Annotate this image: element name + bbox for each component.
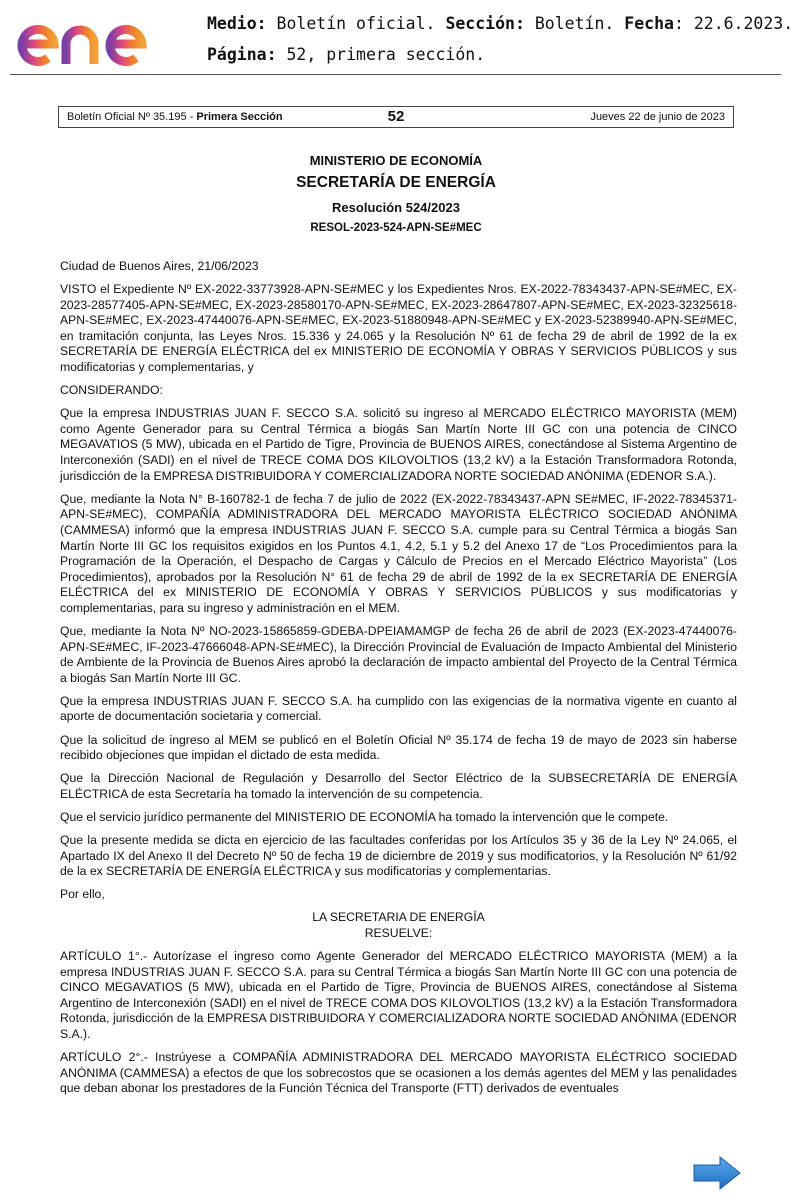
arrow-right-icon[interactable] bbox=[692, 1155, 742, 1191]
seccion-label: Sección: bbox=[445, 14, 525, 33]
paragraph: Que, mediante la Nota N° B-160782-1 de fecha 7 de julio de 2022 (EX-2022-78343437-APN SE#MEC, IF-2022-78345371-APN-SE#MEC), COMPAÑÍA ADMINISTRADORA DEL MERCADO MAYORISTA ELÉCTRICO SOCIEDAD ANÓNIMA (CAMMESA) informó que la empresa INDUSTRIAS JUAN F. SECCO S.A. cumple para su Central Térmica a biogás San Martín Norte III GC los requisitos exigidos en los Puntos 4.1, 4.2, 5.1 y 5.2 del Anexo 17 de “Los Procedimientos para la Programación de la Operación, el Despacho de Cargas y Cálculo de Precios en el Mercado Eléctrico Mayorista” (Los Procedimientos), aprobados por la Resolución N° 61 de fecha 29 de abril de 1992 de la ex SECRETARÍA DE ENERGÍA ELÉCTRICA del ex MINISTERIO DE ECONOMÍA Y OBRAS Y SERVICIOS PÚBLICOS y sus modificatorias y complementarias, para su ingreso y administración en el MEM. bbox=[60, 491, 737, 615]
resolution-code: RESOL-2023-524-APN-SE#MEC bbox=[310, 222, 482, 234]
paragraph: Que la empresa INDUSTRIAS JUAN F. SECCO S.A. ha cumplido con las exigencias de la normativa vigente en cuanto al aporte de documentación societaria y comercial. bbox=[60, 693, 737, 724]
clipping-meta bbox=[207, 8, 793, 70]
resolution-title: Resolución 524/2023 bbox=[332, 200, 460, 215]
paragraph: Que la solicitud de ingreso al MEM se publicó en el Boletín Oficial Nº 35.174 de fecha 19 de mayo de 2023 sin haberse recibido objeciones que impidan el dictado de esta medida. bbox=[60, 732, 737, 763]
paragraph: Que el servicio jurídico permanente del MINISTERIO DE ECONOMÍA ha tomado la intervención que le compete. bbox=[60, 809, 669, 824]
medio-label: Medio: bbox=[207, 14, 267, 33]
page-number: 52 bbox=[387, 108, 405, 125]
resuelve-heading bbox=[60, 910, 737, 941]
por-ello: Por ello, bbox=[60, 887, 105, 902]
pagina-value: 52, primera sección. bbox=[286, 45, 486, 64]
article-1: ARTÍCULO 1°.- Autorízase el ingreso como Agente Generador del MERCADO ELÉCTRICO MAYORISTA (MEM) a la empresa INDUSTRIAS JUAN F. SECCO S.A. para su Central Térmica a biogás San Martín Norte III GC con una potencia de CINCO MEGAVATIOS (5 MW), ubicada en el Partido de Tigre, Provincia de BUENOS AIRES, conectándose al Sistema Argentino de Interconexión (SADI) en el nivel de TRECE COMA DOS KILOVOLTIOS (13,2 kV) a la Estación Transformadora Rotonda, jurisdicción de la EMPRESA DISTRIBUIDORA Y COMERCIALIZADORA NORTE SOCIEDAD ANÓNIMA (EDENOR S.A.). bbox=[60, 949, 737, 1042]
ministry-title: MINISTERIO DE ECONOMÍA bbox=[309, 153, 483, 168]
fecha-label: Fecha bbox=[624, 14, 674, 33]
resolution-body bbox=[60, 259, 737, 1104]
paragraph: Que la presente medida se dicta en ejercicio de las facultades conferidas por los Artículos 35 y 36 de la Ley Nº 24.065, el Apartado IX del Anexo II del Decreto Nº 50 de fecha 19 de diciembre de 2019 y sus modificatorios, y la Resolución Nº 61/92 de la ex SECRETARÍA DE ENERGÍA ELÉCTRICA y sus modificatorias y complementarias. bbox=[60, 833, 737, 879]
gazette-section: Primera Sección bbox=[196, 111, 283, 123]
considerando-heading: CONSIDERANDO: bbox=[60, 383, 163, 398]
gazette-issue-text: Boletín Oficial Nº 35.195 - bbox=[67, 111, 197, 123]
pagina-label: Página: bbox=[207, 45, 277, 64]
seccion-value: Boletín. bbox=[534, 14, 615, 33]
gazette-header bbox=[58, 106, 734, 128]
secretariat-title: SECRETARÍA DE ENERGÍA bbox=[296, 174, 496, 191]
medio-value: Boletín oficial. bbox=[276, 14, 436, 33]
enel-logo bbox=[14, 2, 184, 70]
paragraph: Que, mediante la Nota Nº NO-2023-15865859-GDEBA-DPEIAMAMGP de fecha 26 de abril de 2023 (EX-2023-47440076-APN-SE#MEC, IF-2023-47666048-APN-SE#MEC), la Dirección Provincial de Evaluación de Impacto Ambiental del Ministerio de Ambiente de la Provincia de Buenos Aires aprobó la declaración de impacto ambiental del Proyecto de la Central Térmica a biogás San Martín Norte III GC. bbox=[60, 623, 737, 685]
resuelve-line: RESUELVE: bbox=[364, 925, 433, 940]
visto-paragraph: VISTO el Expediente Nº EX-2022-33773928-APN-SE#MEC y los Expedientes Nros. EX-2022-78343437-APN-SE#MEC, EX-2023-28577405-APN-SE#MEC, EX-2023-28580170-APN-SE#MEC, EX-2023-28647807-APN-SE#MEC, EX-2023-32325618-APN-SE#MEC, EX-2023-47440076-APN-SE#MEC, EX-2023-51880948-APN-SE#MEC y EX-2023-52389940-APN-SE#MEC, en tramitación conjunta, las Leyes Nros. 15.336 y 24.065 y la Resolución Nº 61 de fecha 29 de abril de 1992 de la ex SECRETARÍA DE ENERGÍA ELÉCTRICA del ex MINISTERIO DE ECONOMÍA Y OBRAS Y SERVICIOS PÚBLICOS y sus modificatorias y complementarias, y bbox=[60, 282, 737, 375]
fecha-value: : 22.6.2023. bbox=[673, 14, 794, 33]
clipping-header bbox=[0, 0, 800, 76]
article-2: ARTÍCULO 2°.- Instrúyese a COMPAÑÍA ADMINISTRADORA DEL MERCADO MAYORISTA ELÉCTRICO SOCIEDAD ANÓNIMA (CAMMESA) a efectos de que los sobrecostos que se ocasionen a los demás agentes del MEM y las penalidades que deban abonar los prestadores de la Función Técnica del Transporte (FTT) derivados de eventuales bbox=[60, 1050, 737, 1096]
place-date: Ciudad de Buenos Aires, 21/06/2023 bbox=[60, 259, 259, 273]
clipping-line-1 bbox=[207, 8, 793, 39]
paragraph: Que la Dirección Nacional de Regulación y Desarrollo del Sector Eléctrico de la SUBSECRETARÍA DE ENERGÍA ELÉCTRICA de esta Secretaría ha tomado la intervención de su competencia. bbox=[60, 771, 737, 801]
paragraph: Que la empresa INDUSTRIAS JUAN F. SECCO S.A. solicitó su ingreso al MERCADO ELÉCTRICO MAYORISTA (MEM) como Agente Generador para su Central Térmica a biogás San Martín Norte III GC con una potencia de CINCO MEGAVATIOS (5 MW), ubicada en el Partido de Tigre, Provincia de BUENOS AIRES, conectándose al Sistema Argentino de Interconexión (SADI) en el nivel de TRECE COMA DOS KILOVOLTIOS (13,2 kV) a la Estación Transformadora Rotonda, jurisdicción de la EMPRESA DISTRIBUIDORA Y COMERCIALIZADORA NORTE SOCIEDAD ANÓNIMA (EDENOR S.A.). bbox=[60, 406, 737, 483]
secretary-line: LA SECRETARIA DE ENERGÍA bbox=[312, 910, 485, 925]
header-divider bbox=[10, 74, 781, 75]
gazette-date: Jueves 22 de junio de 2023 bbox=[590, 111, 725, 123]
clipping-line-2 bbox=[207, 39, 793, 70]
